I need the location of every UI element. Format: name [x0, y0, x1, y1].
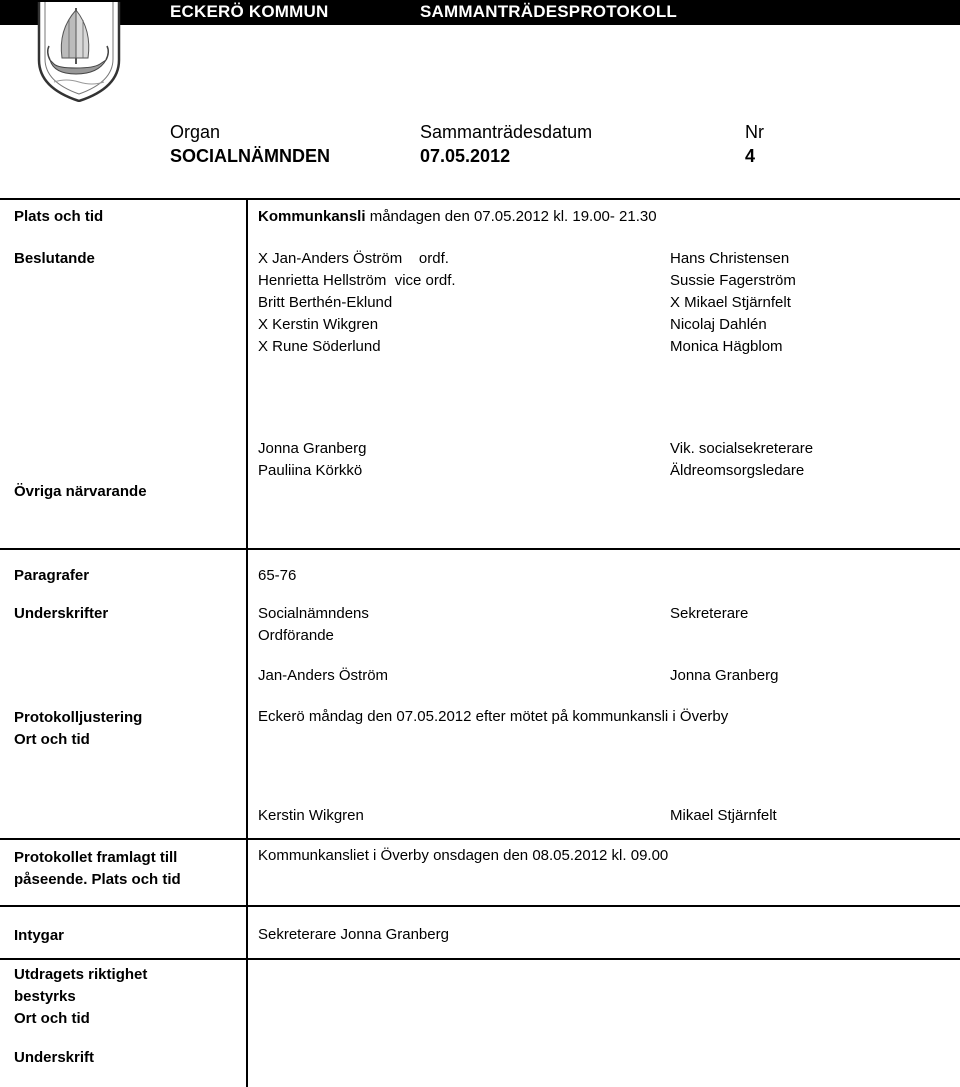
- justerare-right-name: Mikael Stjärnfelt: [670, 807, 777, 824]
- plats-label: Plats och tid: [14, 208, 104, 225]
- plats-value-time: måndagen den 07.05.2012 kl. 19.00- 21.30: [365, 208, 657, 225]
- intygar-value: Sekreterare Jonna Granberg: [258, 926, 449, 943]
- ovriga-roles: [670, 438, 813, 482]
- section-rule-2: [0, 838, 960, 840]
- section-rule-4: [0, 958, 960, 960]
- meeting-date-label: Sammanträdesdatum: [420, 122, 593, 142]
- framlagt-label-line: Protokollet framlagt till: [14, 849, 178, 866]
- member-entry: X Kerstin Wikgren: [258, 316, 379, 333]
- organ-value: SOCIALNÄMNDEN: [170, 146, 330, 166]
- signature-title-left: [258, 603, 369, 647]
- beslutande-label: Beslutande: [14, 250, 95, 267]
- table-top-rule: [0, 198, 960, 200]
- beslutande-left-list: [258, 248, 456, 358]
- utdrag-label: [14, 964, 147, 1030]
- framlagt-value: Kommunkansliet i Överby onsdagen den 08.05.2012 kl. 09.00: [258, 847, 669, 864]
- member-entry: Henrietta Hellström vice ordf.: [258, 272, 456, 289]
- beslutande-right-list: [670, 248, 796, 358]
- paragrafer-value: 65-76: [258, 567, 297, 584]
- signature-title-line: Socialnämndens: [258, 605, 369, 622]
- member-entry: Monica Hägblom: [670, 338, 783, 355]
- plats-value: [258, 206, 657, 228]
- meeting-date-value: 07.05.2012: [420, 146, 511, 166]
- plats-value-place: Kommunkansli: [258, 208, 366, 225]
- ovriga-label: Övriga närvarande: [14, 483, 147, 500]
- signature-title-right: Sekreterare: [670, 605, 749, 622]
- section-rule-3: [0, 905, 960, 907]
- attendee-name: Pauliina Körkkö: [258, 462, 363, 479]
- document-type: SAMMANTRÄDESPROTOKOLL: [420, 2, 677, 21]
- justerare-left-name: Kerstin Wikgren: [258, 807, 364, 824]
- signatory-secretary-name: Jonna Granberg: [670, 667, 779, 684]
- underskrift-label: Underskrift: [14, 1049, 95, 1066]
- framlagt-label-line: påseende. Plats och tid: [14, 871, 181, 888]
- member-entry: Hans Christensen: [670, 250, 790, 267]
- ovriga-names: [258, 438, 366, 482]
- intygar-label: Intygar: [14, 927, 65, 944]
- municipality-name: ECKERÖ KOMMUN: [170, 2, 329, 21]
- member-entry: X Mikael Stjärnfelt: [670, 294, 791, 311]
- member-entry: Britt Berthén-Eklund: [258, 294, 393, 311]
- member-entry: Nicolaj Dahlén: [670, 316, 767, 333]
- utdrag-label-line: Utdragets riktighet: [14, 966, 148, 983]
- organ-label: Organ: [170, 122, 221, 142]
- attendee-role: Vik. socialsekreterare: [670, 440, 814, 457]
- utdrag-label-line: bestyrks: [14, 988, 76, 1005]
- underskrifter-label: Underskrifter: [14, 605, 109, 622]
- member-entry: Sussie Fagerström: [670, 272, 796, 289]
- attendee-role: Äldreomsorgsledare: [670, 462, 805, 479]
- signature-title-line: Ordförande: [258, 627, 334, 644]
- paragrafer-label: Paragrafer: [14, 567, 90, 584]
- justering-label: [14, 707, 142, 751]
- coat-of-arms-logo: [36, 2, 122, 102]
- member-entry: X Rune Söderlund: [258, 338, 381, 355]
- number-value: 4: [745, 146, 756, 166]
- justering-value: Eckerö måndag den 07.05.2012 efter mötet på kommunkansli i Överby: [258, 708, 729, 725]
- justering-label-line: Protokolljustering: [14, 709, 143, 726]
- attendee-name: Jonna Granberg: [258, 440, 367, 457]
- utdrag-label-line: Ort och tid: [14, 1010, 90, 1027]
- member-entry: X Jan-Anders Öström ordf.: [258, 250, 449, 267]
- section-rule-1: [0, 548, 960, 550]
- signatory-chair-name: Jan-Anders Öström: [258, 667, 389, 684]
- number-label: Nr: [745, 122, 764, 142]
- justering-label-line: Ort och tid: [14, 731, 90, 748]
- framlagt-label: [14, 847, 181, 891]
- column-divider: [246, 198, 248, 1087]
